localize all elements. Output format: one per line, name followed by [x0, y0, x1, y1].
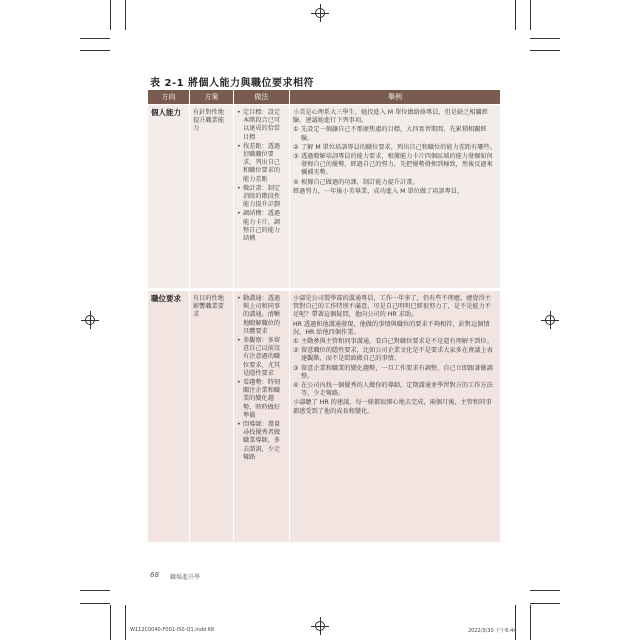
crop-mark [515, 605, 516, 640]
registration-mark [311, 4, 329, 22]
table-row [148, 290, 500, 542]
crop-mark [110, 605, 111, 640]
method-item: • 調結構：透過能力卡片，調整自己的能力結構 [237, 210, 286, 243]
header-example: 舉例 [388, 93, 402, 101]
crop-mark [530, 603, 560, 604]
crop-mark [530, 590, 560, 591]
registration-mark [81, 311, 99, 329]
step-number: ④ [293, 382, 299, 390]
registration-mark [311, 617, 329, 635]
example-cell [290, 291, 500, 542]
method-item: • 多觀察：多留意自己以前沒有注意過的職位要求，尤其是隱性要求 [237, 337, 286, 378]
method-cell [234, 105, 290, 288]
example-step [293, 126, 497, 142]
example-cell [290, 105, 500, 288]
method-item: • 看趨勢：時刻關注企業和職業的變化趨勢，時時做好準備 [237, 379, 286, 420]
table-row [148, 104, 500, 288]
crop-mark [515, 0, 516, 30]
step-number: ① [293, 338, 299, 346]
step-number: ① [293, 126, 299, 134]
step-text: 先設定一個讓自己不那麼焦慮的目標，大四實習期間，先累積相關經驗。 [301, 126, 487, 142]
crop-mark [530, 0, 531, 30]
crop-mark [80, 603, 110, 604]
direction-cell: 職位要求 [148, 291, 190, 542]
example-step [293, 338, 497, 346]
example-mid: HR 透過和他溝通發現，他做的事情與職位的要求不夠相符，針對這個情況，HR 給他四個作業。 [293, 320, 490, 336]
step-number: ③ [293, 364, 299, 372]
crop-mark [80, 590, 110, 591]
crop-mark [80, 50, 110, 51]
example-step [293, 153, 497, 178]
crop-mark [530, 605, 531, 640]
method-item: • 定目標：設定本階段合已可以達成的恰當目標 [237, 109, 286, 142]
direction-cell: 個人能力 [148, 105, 190, 288]
header-direction: 方向 [148, 90, 190, 104]
example-intro: 小濤是公司製學部的溝通專員，工作一年多了，仍有些不理應，總覺得主管對自己的工作特別不滿意，可是自己明明已經很努力了，是不是能力不足呢？帶著這個疑問，他向公司的 HR 求助。 [293, 295, 491, 319]
crop-mark [125, 605, 126, 640]
method-item: • 做計畫：制定消除的階段性能力提升計劃 [237, 185, 286, 210]
method-item: • 找差距：透過衍職職位要求，列出自己和職位要求的能力差距 [237, 143, 286, 184]
example-outro: 經過努力，一年後小美畢業，成功進入 M 單位做了培訓專員。 [293, 187, 464, 195]
example-outro: 小濤聽了 HR 的建議，每一條都很細心地去完成，兩個月後，主管和同事都感受到了他的成長和變化。 [293, 399, 492, 415]
example-step [293, 365, 497, 381]
crop-mark [530, 50, 560, 51]
header-plan: 方案 [190, 90, 234, 104]
step-number: ② [293, 143, 299, 151]
print-slug-file: W112C0040-F001-I50-Q1.indd 68 [130, 627, 215, 633]
step-text: 留意職位的隱性要求，比如公司企業文化是不是要求大家多在會議上表達觀點，而不是悶頭做自己的事情。 [301, 347, 493, 363]
running-footer: 職場進升學 [170, 574, 201, 581]
page-number: 68 [150, 571, 159, 579]
step-text: 留意企業和職業的變化趨勢，一旦工作要求有調整，自己立即跟著做調整。 [301, 364, 493, 380]
header-method: 做法 [234, 90, 290, 104]
crop-mark [125, 0, 126, 30]
table-title: 表 2-1 將個人能力與職位要求相符 [150, 78, 315, 89]
method-item: • 問導師：盡量尋找優秀者做職業導師，多去諮詢，少走彎路 [237, 421, 286, 462]
method-cell [234, 291, 290, 542]
example-step [293, 382, 497, 398]
step-text: 根據自己做過的功課，制訂能力提升計畫。 [301, 178, 419, 186]
plan-cell: 有針對性地提升職業能力 [190, 105, 234, 288]
step-text: 在公司內找一個優秀的人做你的導師，定期溝通並學習對方的工作方法等，少走彎路。 [301, 382, 493, 398]
method-item: • 動溝通：透過與上司和同事的溝通，清晰地瞭解職位的具體要求 [237, 295, 286, 336]
step-number: ④ [293, 178, 299, 186]
step-text: 了解 M 單位培訓專員的職位要求，列出自己和職位的能力差距有哪些。 [301, 143, 496, 151]
ability-table [148, 90, 500, 542]
step-number: ③ [293, 153, 299, 161]
step-text: 透過瞭解培訓專員的能力要求，根據能力卡片四個區域的能力發掘如何發揮自己的優勢，經過自己的努力，先把優勢發揮到極致，然後反過來彌補劣勢。 [301, 153, 493, 177]
step-text: 主動參與主管和同事溝通，看自己對職位要求是不是還有理解不到位。 [301, 338, 493, 346]
print-slug-date: 2022/3/30 下午6:44 [468, 628, 517, 634]
crop-mark [110, 0, 111, 30]
plan-cell: 有目的性地影響職業要求 [190, 291, 234, 542]
example-intro: 小美是心理系大三學生，她投進入 M 單位做絡絡專員，但是缺乏相關經驗，建議她進行下列事項。 [293, 109, 488, 125]
registration-mark [541, 311, 559, 329]
example-step [293, 347, 497, 363]
example-step [293, 144, 497, 152]
example-step [293, 179, 497, 187]
crop-mark [80, 38, 110, 39]
step-number: ② [293, 347, 299, 355]
table-header [148, 90, 500, 104]
crop-mark [530, 38, 560, 39]
